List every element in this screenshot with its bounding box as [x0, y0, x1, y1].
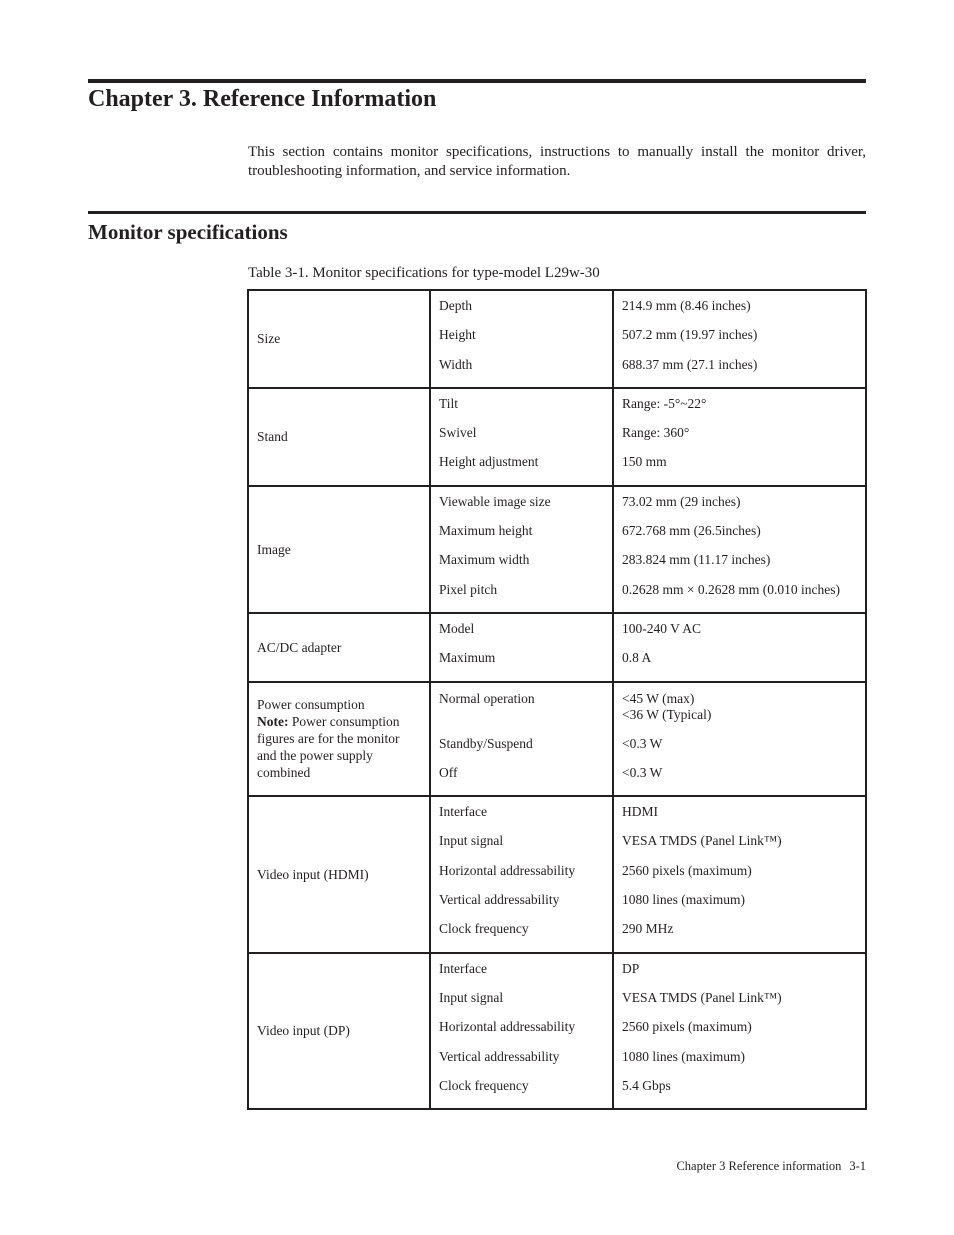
spec-value: 290 MHz — [622, 921, 674, 937]
spec-label: Vertical addressability — [439, 892, 560, 908]
section-divider — [88, 211, 866, 214]
spec-label: Tilt — [439, 395, 459, 411]
category-label: Image — [257, 541, 291, 557]
table-caption: Table 3-1. Monitor specifications for type-model L29w-30 — [248, 265, 600, 281]
category-cell — [248, 388, 430, 486]
category-label: Stand — [257, 429, 288, 445]
spec-value: <45 W (max) — [622, 690, 695, 706]
spec-label: Standby/Suspend — [439, 735, 533, 751]
spec-label: Input signal — [439, 833, 504, 849]
spec-label: Clock frequency — [439, 921, 529, 937]
category-label: Video input (DP) — [257, 1023, 350, 1039]
spec-value: 2560 pixels (maximum) — [622, 1019, 752, 1035]
spec-label: Maximum — [439, 650, 496, 666]
label-cell — [430, 613, 613, 682]
spec-value: Range: -5°~22° — [622, 395, 707, 411]
spec-row-size — [248, 290, 866, 388]
label-cell — [430, 486, 613, 613]
spec-row-power — [248, 682, 866, 797]
note-text: Power consumption figures are for the monitor and the power supply combined — [257, 714, 400, 781]
chapter-title: Chapter 3. Reference Information — [88, 86, 437, 112]
category-cell — [248, 613, 430, 682]
spec-value: 2560 pixels (maximum) — [622, 862, 752, 878]
value-cell — [613, 796, 866, 952]
spec-value: 73.02 mm (29 inches) — [622, 493, 741, 509]
spec-value: 150 mm — [622, 454, 667, 470]
spec-value: Range: 360° — [622, 425, 690, 441]
spec-label: Input signal — [439, 989, 504, 1005]
page-footer — [668, 1159, 866, 1174]
spec-value-multiline — [622, 687, 857, 733]
spec-label: Off — [439, 764, 458, 780]
spec-label: Swivel — [439, 425, 477, 441]
spec-value: 0.8 A — [622, 650, 652, 666]
spec-value: 1080 lines (maximum) — [622, 892, 745, 908]
category-cell — [248, 953, 430, 1109]
spec-value: DP — [622, 960, 640, 976]
spec-label: Pixel pitch — [439, 581, 498, 597]
spec-label: Depth — [439, 298, 472, 313]
spec-label: Horizontal addressability — [439, 862, 576, 878]
category-cell — [248, 290, 430, 388]
category-cell — [248, 486, 430, 613]
category-cell — [248, 796, 430, 952]
spec-label: Width — [439, 356, 473, 372]
spec-label: Height adjustment — [439, 454, 539, 470]
note-label: Note: — [257, 714, 289, 730]
category-label: Size — [257, 331, 281, 347]
spec-row-adapter — [248, 613, 866, 682]
category-label — [257, 696, 421, 781]
spec-label: Maximum width — [439, 552, 530, 568]
spec-value: 1080 lines (maximum) — [622, 1048, 745, 1064]
value-cell — [613, 290, 866, 388]
spec-label: Maximum height — [439, 523, 533, 539]
spec-label: Height — [439, 327, 476, 343]
spec-row-hdmi — [248, 796, 866, 952]
chapter-divider — [88, 79, 866, 83]
category-label: Video input (HDMI) — [257, 866, 369, 882]
spec-row-image — [248, 486, 866, 613]
value-cell — [613, 953, 866, 1109]
footer-text: Chapter 3 Reference information — [676, 1159, 842, 1173]
spec-value: 5.4 Gbps — [622, 1077, 671, 1093]
spec-label: Clock frequency — [439, 1077, 529, 1093]
spec-label: Vertical addressability — [439, 1048, 560, 1064]
spec-value: HDMI — [622, 804, 658, 820]
spec-value: 672.768 mm (26.5inches) — [622, 523, 761, 539]
spec-value: 283.824 mm (11.17 inches) — [622, 552, 771, 568]
spec-value: 688.37 mm (27.1 inches) — [622, 356, 758, 372]
spec-value: <0.3 W — [622, 764, 663, 780]
spec-label: Viewable image size — [439, 493, 551, 509]
spec-value: <36 W (Typical) — [622, 706, 712, 722]
value-cell — [613, 613, 866, 682]
category-label: AC/DC adapter — [257, 639, 342, 655]
label-cell — [430, 953, 613, 1109]
spec-table — [247, 289, 867, 1110]
spec-value: 507.2 mm (19.97 inches) — [622, 327, 758, 343]
category-cell — [248, 682, 430, 797]
value-cell — [613, 486, 866, 613]
spec-label: Normal operation — [439, 690, 535, 706]
value-cell — [613, 682, 866, 797]
spec-label: Model — [439, 620, 475, 636]
label-cell — [430, 796, 613, 952]
spec-label: Horizontal addressability — [439, 1019, 576, 1035]
label-cell — [430, 682, 613, 797]
page-number: 3-1 — [849, 1159, 866, 1173]
spec-value: <0.3 W — [622, 735, 663, 751]
intro-paragraph: This section contains monitor specifications, instructions to manually install the monitor driver, troubleshooting information, and service information. — [248, 144, 866, 179]
spec-value: VESA TMDS (Panel Link™) — [622, 989, 782, 1005]
spec-value: VESA TMDS (Panel Link™) — [622, 833, 782, 849]
value-cell — [613, 388, 866, 486]
section-title: Monitor specifications — [88, 220, 288, 244]
spec-row-stand — [248, 388, 866, 486]
spec-value: 100-240 V AC — [622, 620, 702, 636]
spec-row-dp — [248, 953, 866, 1109]
power-note — [257, 713, 421, 781]
label-cell — [430, 290, 613, 388]
spec-value: 214.9 mm (8.46 inches) — [622, 298, 751, 313]
label-cell — [430, 388, 613, 486]
category-title: Power consumption — [257, 697, 365, 713]
spec-label: Interface — [439, 960, 487, 976]
spec-label: Interface — [439, 804, 487, 820]
spec-value: 0.2628 mm × 0.2628 mm (0.010 inches) — [622, 581, 840, 597]
